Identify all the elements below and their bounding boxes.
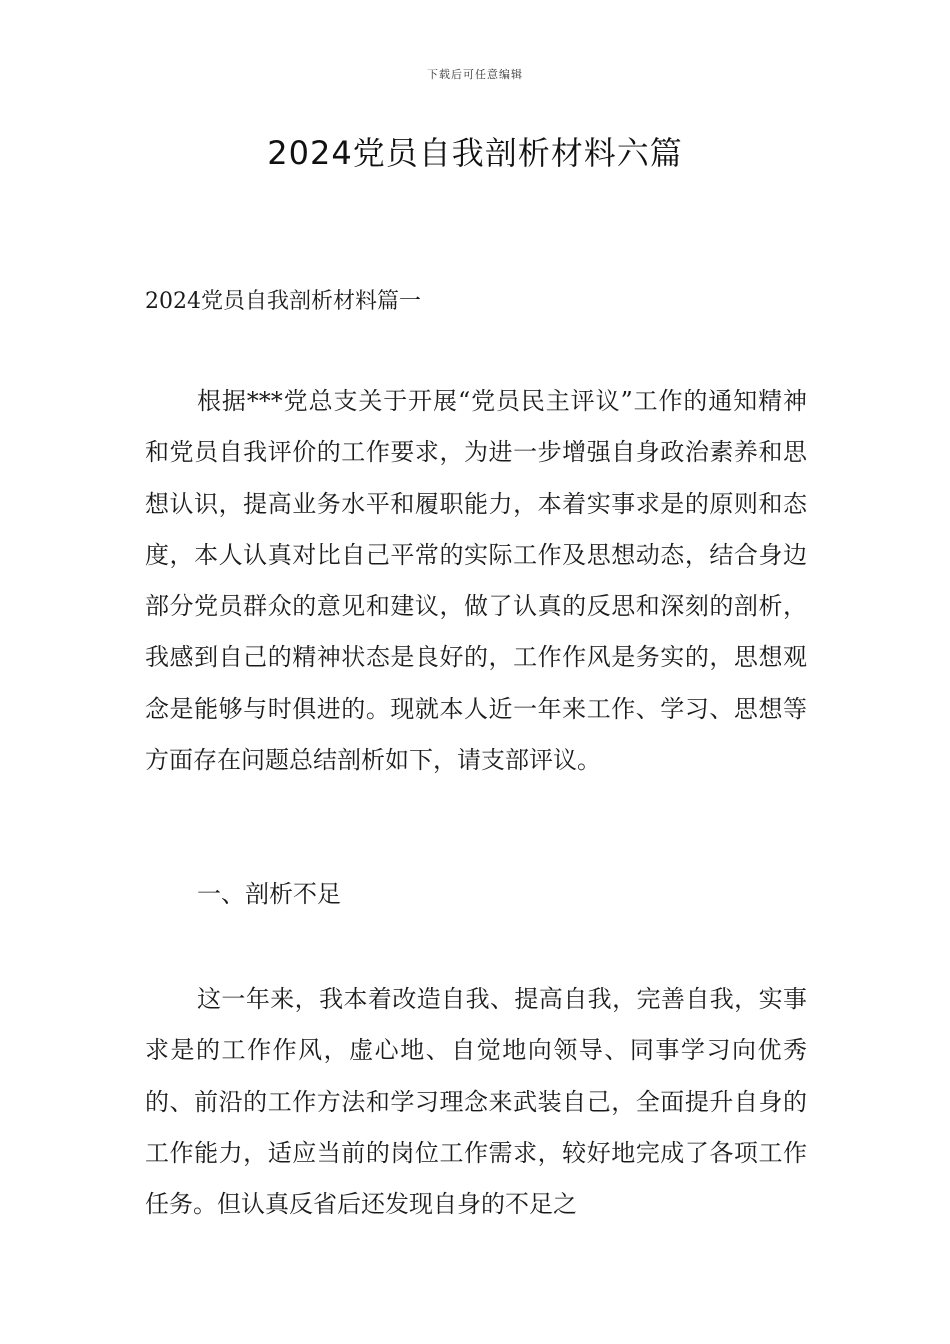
body-paragraph: 这一年来，我本着改造自我、提高自我，完善自我，实事求是的工作作风，虚心地、自觉地向领导、同事学习向优秀的、前沿的工作方法和学习理念来武装自己，全面提升自身的工作能力，适应当前的岗位工作需求，较好地完成了各项工作任务。但认真反省后还发现自身的不足之	[145, 985, 807, 1219]
document-title: 2024党员自我剖析材料六篇	[267, 134, 683, 172]
body-paragraph: 根据***党总支关于开展“党员民主评议”工作的通知精神和党员自我评价的工作要求，为进一步增强自身政治素养和思想认识，提高业务水平和履职能力，本着实事求是的原则和态度，本人认真对比自己平常的实际工作及思想动态，结合身边部分党员群众的意见和建议，做了认真的反思和深刻的剖析，我感到自己的精神状态是良好的，工作作风是务实的，思想观念是能够与时俱进的。现就本人近一年来工作、学习、思想等方面存在问题总结剖析如下，请支部评议。	[145, 387, 807, 775]
subheading: 一、剖析不足	[197, 880, 341, 908]
header-note: 下载后可任意编辑	[427, 68, 523, 81]
section-heading: 2024党员自我剖析材料篇一	[145, 289, 421, 314]
